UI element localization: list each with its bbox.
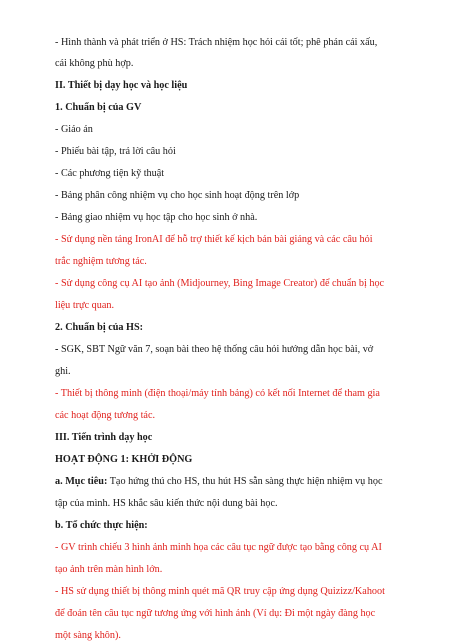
goal-line — [55, 475, 382, 488]
list-item — [55, 343, 373, 356]
subsection-heading: 1. Chuẩn bị của GV — [55, 102, 142, 113]
list-item: - Bảng giao nhiệm vụ học tập cho học sinh ở nhà. — [55, 212, 258, 223]
list-item: - Giáo án — [55, 124, 93, 135]
text-line: cái không phù hợp. — [55, 58, 134, 69]
list-item: - Bảng phân công nhiệm vụ cho học sinh hoạt động trên lớp — [55, 190, 300, 201]
list-item: - Phiếu bài tập, trả lời câu hỏi — [55, 146, 176, 157]
subsection-heading: b. Tổ chức thực hiện: — [55, 520, 148, 531]
section-heading: III. Tiến trình dạy học — [55, 432, 153, 443]
highlight-line: - Thiết bị thông minh (điện thoại/máy tính bảng) có kết nối Internet để tham gia — [55, 388, 380, 399]
text-line: - Hình thành và phát triển ở HS: Trách nhiệm học hỏi cái tốt; phê phán cái xấu, — [55, 37, 378, 48]
highlight-line: để đoán tên câu tục ngữ tương ứng với hình ảnh (Ví dụ: Đi một ngày đàng học — [55, 608, 376, 619]
highlight-line: một sàng khôn). — [55, 630, 121, 641]
highlight-line: tạo ảnh trên màn hình lớn. — [55, 564, 163, 575]
subsection-heading: 2. Chuẩn bị của HS: — [55, 322, 144, 333]
activity-heading: HOẠT ĐỘNG 1: KHỞI ĐỘNG — [55, 454, 193, 465]
bullet-dash: - — [55, 344, 61, 355]
goal-text: Tạo hứng thú cho HS, thu hút HS sẵn sàng thực hiện nhiệm vụ học — [107, 476, 383, 487]
highlight-line: - GV trình chiếu 3 hình ảnh minh họa các câu tục ngữ được tạo bằng công cụ AI — [55, 542, 382, 553]
highlight-line: các hoạt động tương tác. — [55, 410, 156, 421]
highlight-line: - Sử dụng nền tảng IronAI để hỗ trợ thiết kế kịch bản bài giảng và các câu hỏi — [55, 234, 373, 245]
text-line: tập của mình. HS khắc sâu kiến thức nội dung bài học. — [55, 498, 278, 509]
list-item: - Các phương tiện kỹ thuật — [55, 168, 165, 179]
list-item-text: SGK, SBT Ngữ văn 7, soạn bài theo hệ thống câu hỏi hướng dẫn học bài, vở — [60, 344, 374, 355]
highlight-line: trắc nghiệm tương tác. — [55, 256, 147, 267]
highlight-line: liệu trực quan. — [55, 300, 114, 311]
highlight-line: - HS sử dụng thiết bị thông minh quét mã QR truy cập ứng dụng Quizizz/Kahoot — [55, 586, 385, 597]
text-line: ghi. — [55, 366, 71, 377]
section-heading: II. Thiết bị dạy học và học liệu — [55, 80, 188, 91]
goal-label: a. Mục tiêu: — [55, 476, 108, 487]
highlight-line: - Sử dụng công cụ AI tạo ảnh (Midjourney, Bing Image Creator) để chuẩn bị học — [55, 278, 385, 289]
